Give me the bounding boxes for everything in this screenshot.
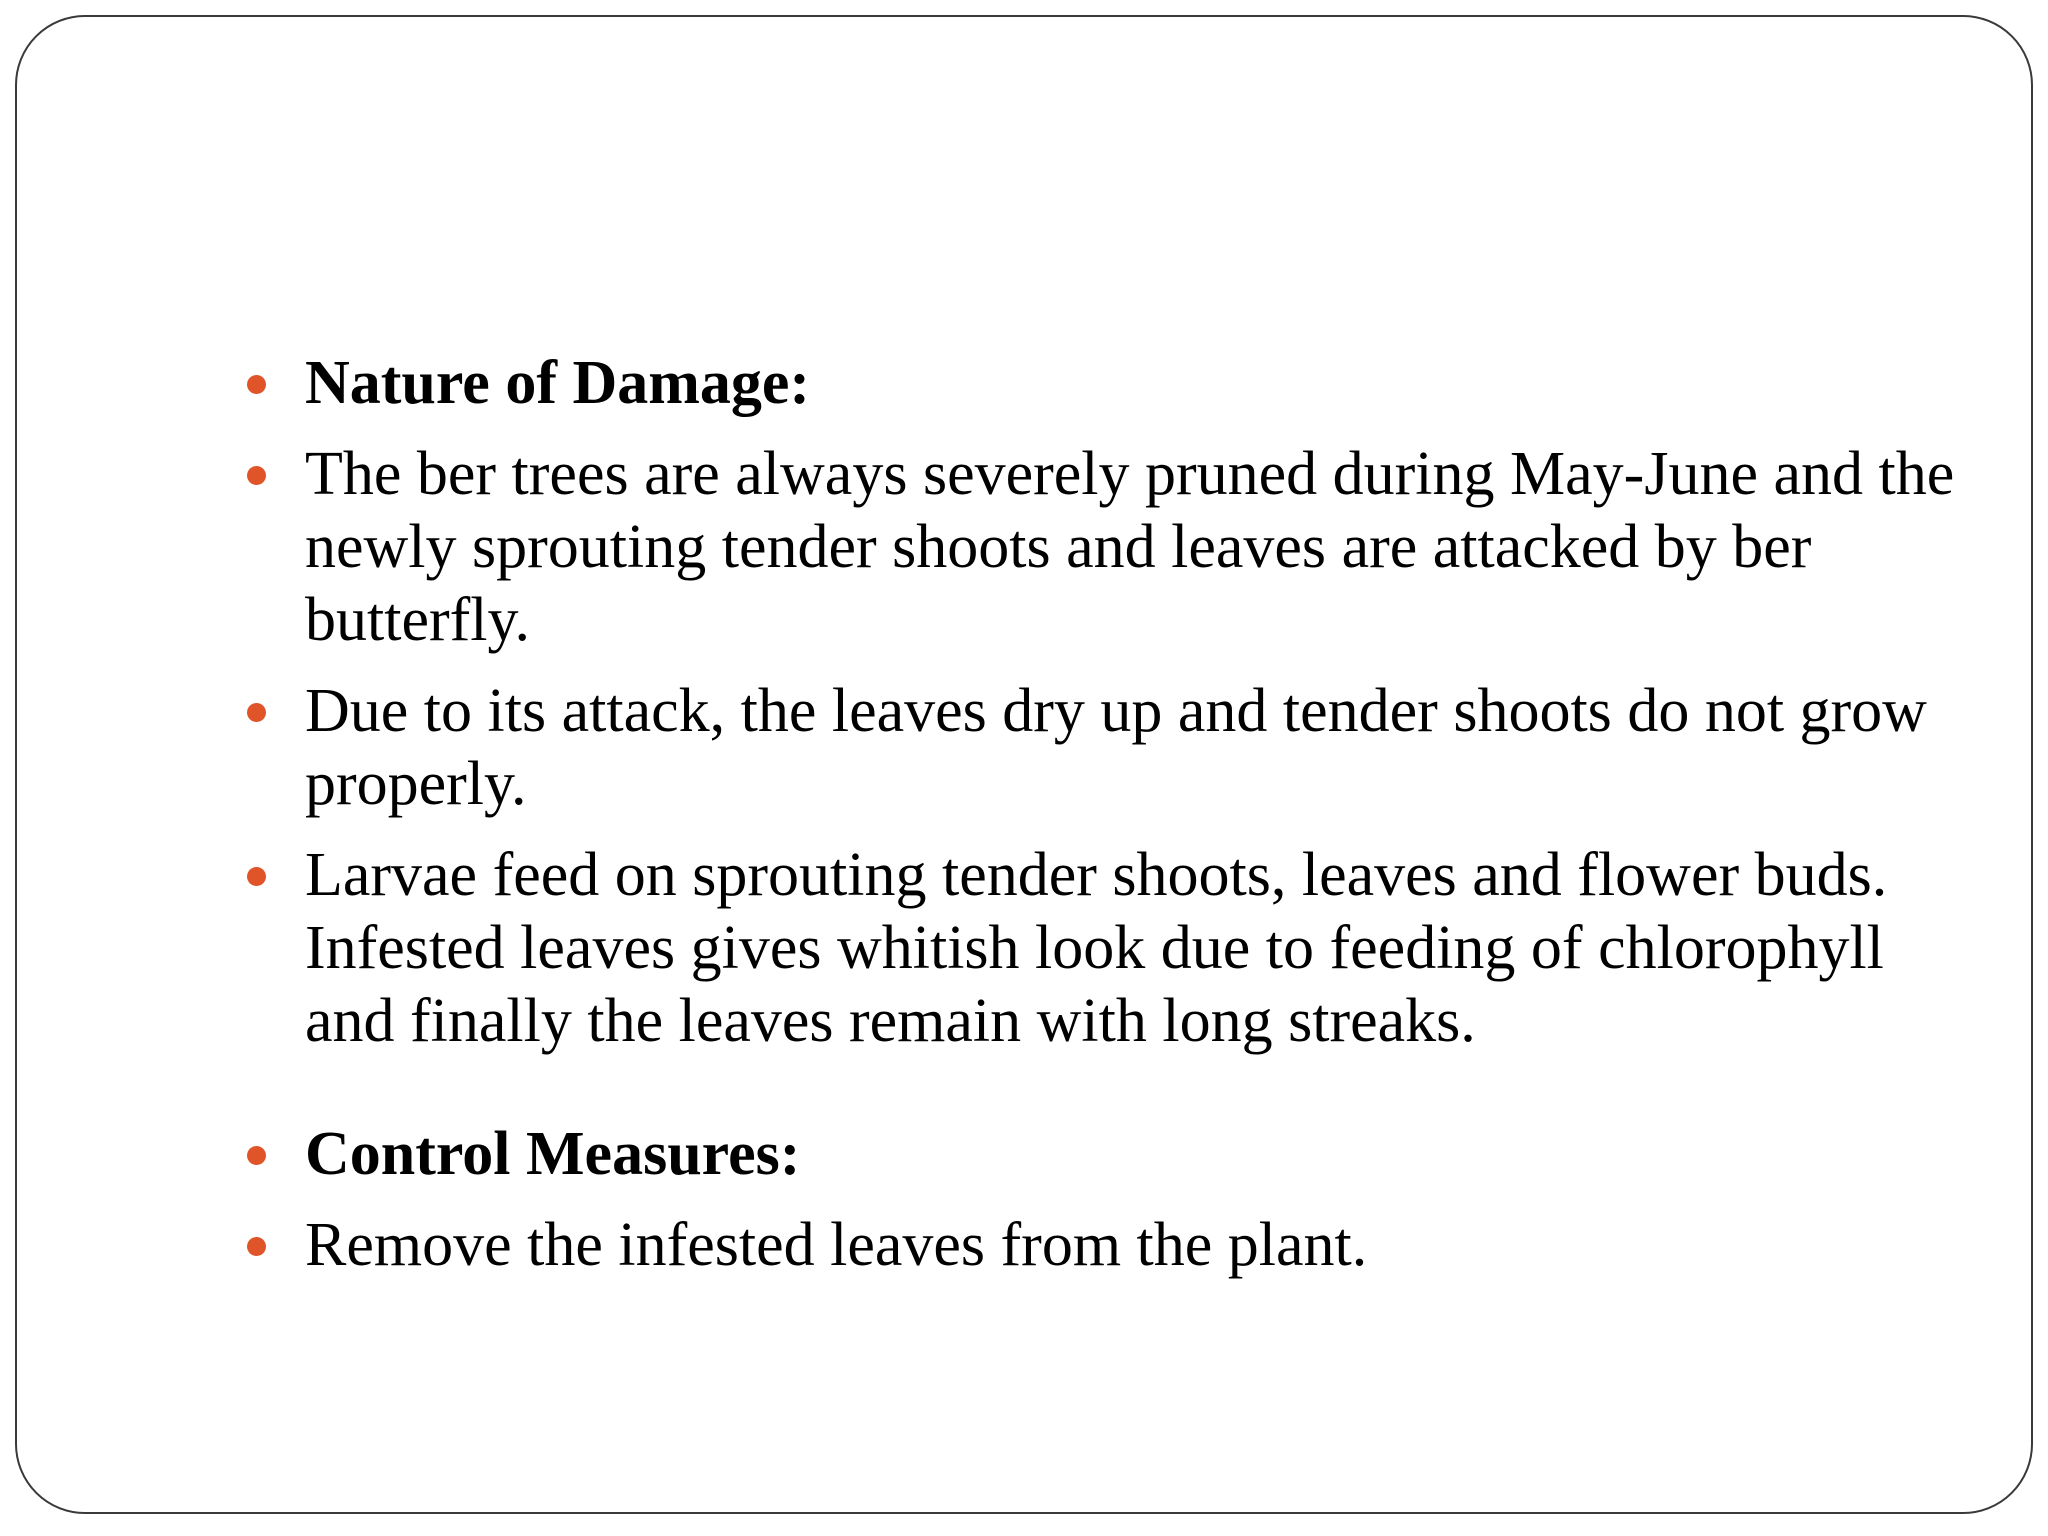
bullet-item-nature-of-damage-heading xyxy=(247,347,1967,420)
bullet-dot-icon xyxy=(247,466,266,485)
bullet-list xyxy=(247,347,1967,1300)
bullet-text: Larvae feed on sprouting tender shoots, leaves and flower buds. Infested leaves gives whitish look due to feeding of chlorophyll and finally the leaves remain with long streaks. xyxy=(305,841,1888,1055)
bullet-dot-icon xyxy=(247,1146,266,1165)
bullet-item-pruning xyxy=(247,438,1967,657)
bullet-text: Remove the infested leaves from the plant. xyxy=(305,1211,1368,1279)
bullet-dot-icon xyxy=(247,867,266,886)
bullet-text: The ber trees are always severely pruned during May-June and the newly sprouting tender shoots and leaves are attacked by ber butterfly. xyxy=(305,440,1955,654)
bullet-item-attack-effect xyxy=(247,675,1967,821)
bullet-item-remove-leaves xyxy=(247,1209,1967,1282)
bullet-dot-icon xyxy=(247,375,266,394)
bullet-item-larvae-feeding xyxy=(247,839,1967,1058)
bullet-dot-icon xyxy=(247,703,266,722)
bullet-item-control-measures-heading xyxy=(247,1118,1967,1191)
bullet-text: Control Measures: xyxy=(305,1120,801,1188)
bullet-text: Nature of Damage: xyxy=(305,349,811,417)
bullet-text: Due to its attack, the leaves dry up and tender shoots do not grow properly. xyxy=(305,677,1927,818)
bullet-dot-icon xyxy=(247,1237,266,1256)
slide-frame xyxy=(15,15,2033,1514)
